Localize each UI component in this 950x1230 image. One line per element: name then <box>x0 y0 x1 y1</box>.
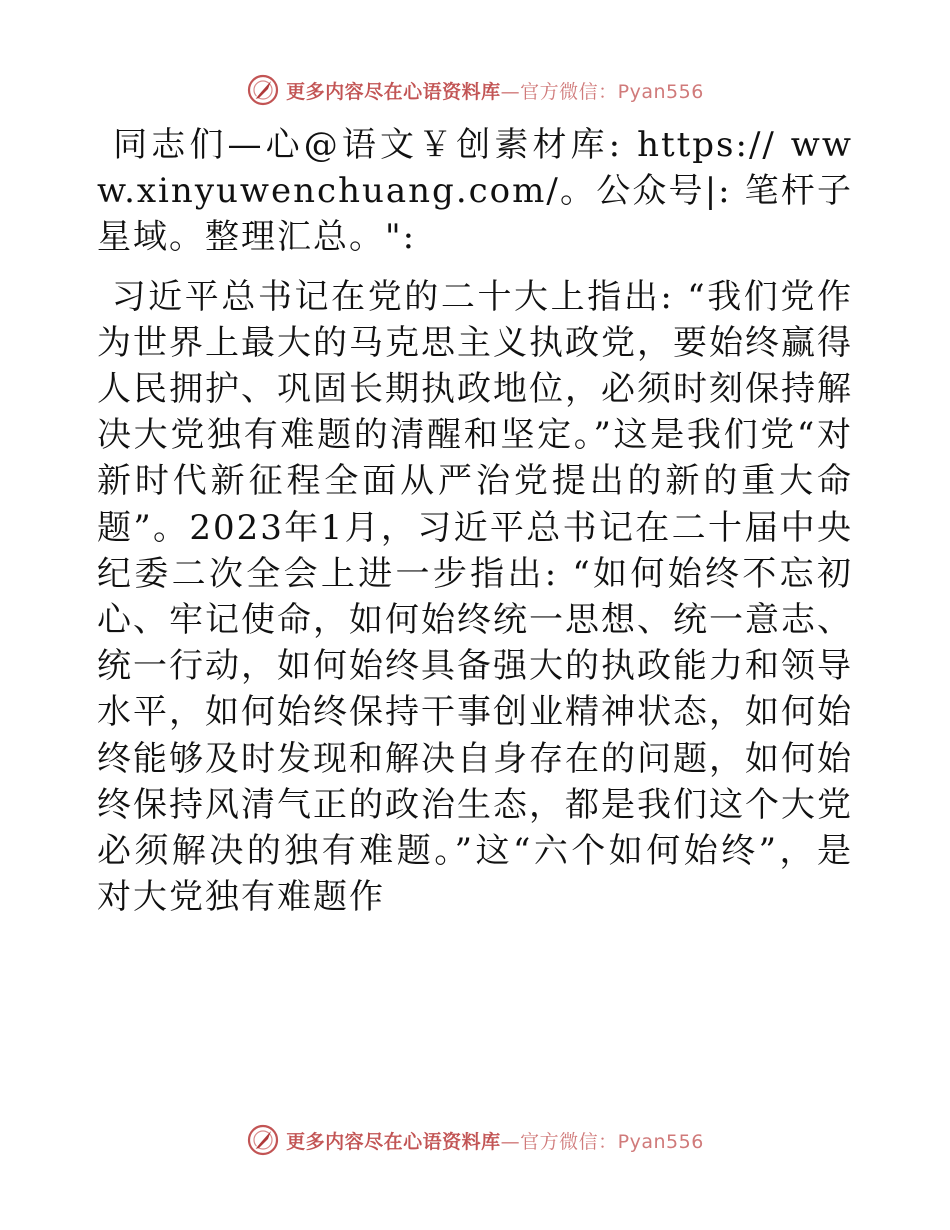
header-banner-main: 更多内容尽在心语资料库 <box>286 80 501 103</box>
footer-banner-wechat: —官方微信：Pyan556 <box>500 1130 704 1153</box>
footer-banner-text <box>286 1127 704 1154</box>
document-body <box>97 122 853 920</box>
footer-banner-main: 更多内容尽在心语资料库 <box>286 1130 501 1153</box>
header-banner <box>0 72 950 108</box>
feather-pen-logo-icon <box>246 1123 280 1157</box>
paragraph-intro-text: 同志们—心@语文￥创素材库: https:// www.xinyuwenchuang.com/。公众号|: 笔杆子星域。整理汇总。": <box>97 125 853 258</box>
footer-banner <box>0 1122 950 1158</box>
header-banner-text <box>286 77 704 104</box>
header-banner-wechat: —官方微信：Pyan556 <box>500 80 704 103</box>
paragraph-intro <box>97 122 853 261</box>
paragraph-main <box>97 274 853 921</box>
feather-pen-logo-icon <box>246 73 280 107</box>
paragraph-main-text: 习近平总书记在党的二十大上指出: “我们党作为世界上最大的马克思主义执政党，要始终赢得人民拥护、巩固长期执政地位，必须时刻保持解决大党独有难题的清醒和坚定。”这是我们党“对新时代新征程全面从严治党提出的新的重大命题”。2023年1月，习近平总书记在二十届中央纪委二次全会上进一步指出: “如何始终不忘初心、牢记使命，如何始终统一思想、统一意志、统一行动，如何始终具备强大的执政能力和领导水平，如何始终保持干事创业精神状态，如何始终能够及时发现和解决自身存在的问题，如何始终保持风清气正的政治生态，都是我们这个大党必须解决的独有难题。”这“六个如何始终”，是对大党独有难题作 <box>97 276 853 918</box>
